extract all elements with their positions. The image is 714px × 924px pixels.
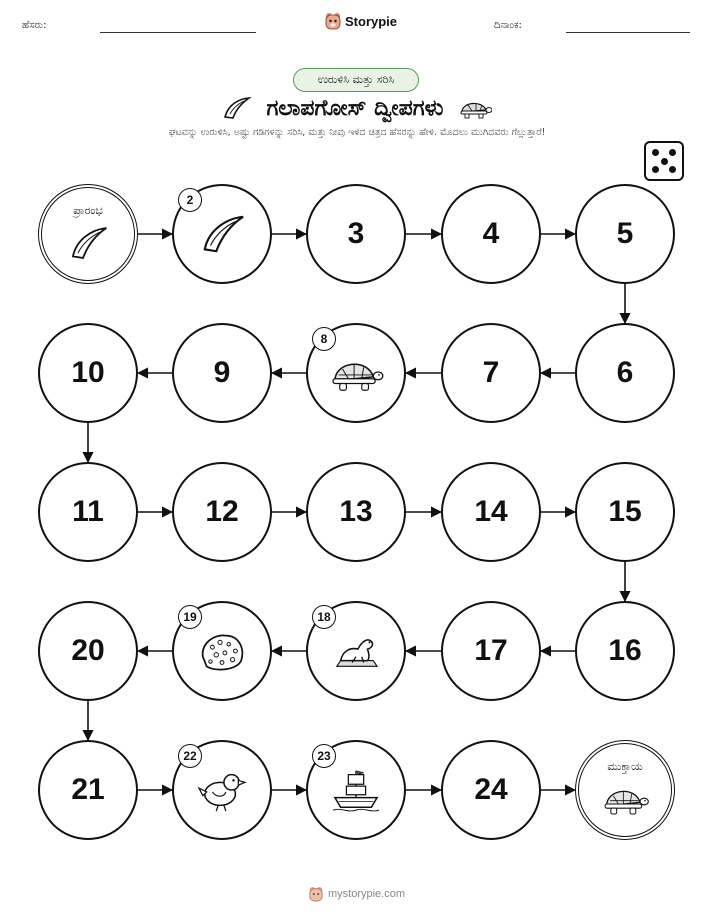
space-number: 21 xyxy=(71,773,105,806)
ship-icon xyxy=(328,767,384,813)
space-number-badge: 18 xyxy=(312,605,336,629)
space-number: 12 xyxy=(205,495,239,528)
space-number-badge: 2 xyxy=(178,188,202,212)
board-space-7 xyxy=(441,323,541,423)
space-number: 9 xyxy=(213,356,231,389)
board-space-19 xyxy=(172,601,272,701)
start-space xyxy=(38,184,138,284)
board-space-9 xyxy=(172,323,272,423)
board-space-22 xyxy=(172,740,272,840)
name-label: ಹೆಸರು: xyxy=(22,20,47,31)
space-number-badge: 23 xyxy=(312,744,336,768)
board-space-16 xyxy=(575,601,675,701)
tortoise-icon xyxy=(600,779,650,819)
claw-icon xyxy=(63,223,113,263)
lava-rock-icon xyxy=(194,628,250,674)
space-number: 17 xyxy=(474,634,508,667)
space-number: 7 xyxy=(482,356,500,389)
tortoise-icon xyxy=(328,350,384,396)
finish-label: ಮುಕ್ತಾಯ xyxy=(607,760,643,773)
board-space-14 xyxy=(441,462,541,562)
space-number: 15 xyxy=(608,495,642,528)
board-space-3 xyxy=(306,184,406,284)
footer-url: mystorypie.com xyxy=(327,888,406,900)
sea-lion-icon xyxy=(328,628,384,674)
space-number: 10 xyxy=(71,356,105,389)
page-title: ಗಲಾಪಗೋಸ್ ದ್ವೀಪಗಳು xyxy=(266,95,444,121)
board-space-13 xyxy=(306,462,406,562)
space-number: 11 xyxy=(72,495,104,528)
board-space-24 xyxy=(441,740,541,840)
storypie-logo-icon xyxy=(309,886,323,902)
subtitle-pill: ಉರುಳಿಸಿ ಮತ್ತು ಸರಿಸಿ xyxy=(293,68,419,92)
board-space-15 xyxy=(575,462,675,562)
space-number: 24 xyxy=(474,773,508,806)
space-number: 20 xyxy=(71,634,105,667)
board-space-12 xyxy=(172,462,272,562)
space-number: 14 xyxy=(474,495,508,528)
start-label: ಪ್ರಾರಂಭ xyxy=(73,204,103,217)
board-space-6 xyxy=(575,323,675,423)
board-space-21 xyxy=(38,740,138,840)
space-number: 5 xyxy=(616,217,634,250)
board-space-2 xyxy=(172,184,272,284)
date-label: ದಿನಾಂಕ: xyxy=(494,20,522,31)
space-number: 4 xyxy=(482,217,500,250)
board-space-4 xyxy=(441,184,541,284)
board-space-8 xyxy=(306,323,406,423)
board-space-5 xyxy=(575,184,675,284)
board-space-10 xyxy=(38,323,138,423)
space-number: 6 xyxy=(616,356,634,389)
finish-space xyxy=(575,740,675,840)
space-number-badge: 19 xyxy=(178,605,202,629)
claw-icon xyxy=(194,211,250,257)
board-space-18 xyxy=(306,601,406,701)
finch-icon xyxy=(194,767,250,813)
board-space-11 xyxy=(38,462,138,562)
space-number: 3 xyxy=(347,217,365,250)
board-space-17 xyxy=(441,601,541,701)
instructions: ಘಟವನ್ನು ಉರುಳಿಸಿ, ಅಷ್ಟು ಗಡಿಗಳನ್ನು ಸರಿಸಿ, ಮತ್ತು ನೀವು ಇಳಿದ ಚಿತ್ರದ ಹೆಸರನ್ನು ಹೇಳಿ. ಮೊದಲು ಮುಗಿದವರು ಗೆಲ್ಲುತ್ತಾರೆ! xyxy=(168,127,546,138)
brand-name: Storypie xyxy=(345,13,398,29)
space-number-badge: 22 xyxy=(178,744,202,768)
space-number: 13 xyxy=(339,495,373,528)
space-number: 16 xyxy=(608,634,642,667)
space-number-badge: 8 xyxy=(312,327,336,351)
board-space-20 xyxy=(38,601,138,701)
board-space-23 xyxy=(306,740,406,840)
footer xyxy=(0,886,714,902)
